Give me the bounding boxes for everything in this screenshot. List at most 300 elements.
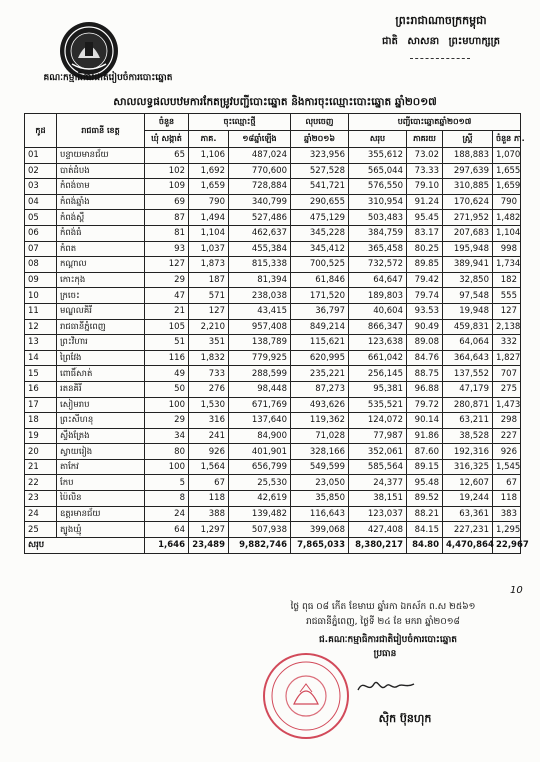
row-reg-new: 779,925 — [229, 350, 291, 366]
kingdom-heading: ព្រះរាជាណាចក្រកម្ពុជា — [395, 14, 487, 27]
row-communes: 102 — [145, 163, 189, 179]
row-stations: 182 — [493, 272, 521, 288]
row-code: 03 — [25, 179, 57, 195]
row-female: 280,871 — [443, 397, 493, 413]
row-female: 38,528 — [443, 428, 493, 444]
table-row — [25, 428, 521, 444]
row-reg-part: 276 — [189, 381, 229, 397]
row-deleted: 345,228 — [291, 225, 349, 241]
row-stations: 790 — [493, 194, 521, 210]
row-code: 04 — [25, 194, 57, 210]
row-reg-new: 98,448 — [229, 381, 291, 397]
row-stations: 1,104 — [493, 225, 521, 241]
row-stations: 227 — [493, 428, 521, 444]
row-reg-new: 487,024 — [229, 148, 291, 164]
row-reg-new: 25,530 — [229, 475, 291, 491]
row-percent: 83.17 — [407, 225, 443, 241]
row-total: 95,381 — [349, 381, 407, 397]
table-row — [25, 459, 521, 475]
row-communes: 105 — [145, 319, 189, 335]
row-stations: 1,473 — [493, 397, 521, 413]
row-female: 271,952 — [443, 210, 493, 226]
row-reg-new: 728,884 — [229, 179, 291, 195]
row-reg-part: 1,106 — [189, 148, 229, 164]
table-row — [25, 335, 521, 351]
col-header-reg-part: ភាគ. — [189, 131, 229, 148]
row-communes: 127 — [145, 257, 189, 273]
row-percent: 96.88 — [407, 381, 443, 397]
row-total: 355,612 — [349, 148, 407, 164]
row-total: 123,638 — [349, 335, 407, 351]
table-total-row — [25, 537, 521, 553]
row-code: 11 — [25, 303, 57, 319]
row-province: ព្រះវិហារ — [57, 335, 145, 351]
row-communes: 24 — [145, 506, 189, 522]
row-female: 316,325 — [443, 459, 493, 475]
row-female: 63,211 — [443, 413, 493, 429]
row-deleted: 620,995 — [291, 350, 349, 366]
row-percent: 84.15 — [407, 522, 443, 538]
row-deleted: 493,626 — [291, 397, 349, 413]
row-percent: 88.75 — [407, 366, 443, 382]
total-label: សរុប — [25, 537, 145, 553]
table-row — [25, 522, 521, 538]
row-reg-new: 81,394 — [229, 272, 291, 288]
row-percent: 79.10 — [407, 179, 443, 195]
signatory-organization: ជ.គណៈកម្មាធិការជាតិរៀបចំការបោះឆ្នោត — [318, 635, 458, 645]
national-motto: ជាតិ សាសនា ព្រះមហាក្សត្រ — [382, 36, 500, 47]
row-reg-new: 139,482 — [229, 506, 291, 522]
row-deleted: 323,956 — [291, 148, 349, 164]
row-deleted: 475,129 — [291, 210, 349, 226]
row-female: 207,683 — [443, 225, 493, 241]
row-province: បាត់ដំបង — [57, 163, 145, 179]
row-total: 732,572 — [349, 257, 407, 273]
signatory-role: ប្រធាន — [373, 649, 397, 659]
row-province: កណ្ដាល — [57, 257, 145, 273]
row-communes: 21 — [145, 303, 189, 319]
row-code: 14 — [25, 350, 57, 366]
row-province: កែប — [57, 475, 145, 491]
col-header-stations: ចំនួន ភា. — [493, 131, 521, 148]
row-female: 47,179 — [443, 381, 493, 397]
row-code: 18 — [25, 413, 57, 429]
row-female: 19,948 — [443, 303, 493, 319]
row-stations: 1,655 — [493, 163, 521, 179]
row-total: 565,044 — [349, 163, 407, 179]
row-code: 23 — [25, 491, 57, 507]
row-percent: 84.76 — [407, 350, 443, 366]
row-code: 25 — [25, 522, 57, 538]
table-row — [25, 475, 521, 491]
row-percent: 87.60 — [407, 444, 443, 460]
row-communes: 116 — [145, 350, 189, 366]
row-stations: 1,734 — [493, 257, 521, 273]
row-code: 01 — [25, 148, 57, 164]
row-communes: 29 — [145, 413, 189, 429]
row-communes: 8 — [145, 491, 189, 507]
col-header-registered: ចុះឈ្មោះថ្មី — [189, 114, 291, 131]
row-percent: 95.48 — [407, 475, 443, 491]
row-reg-new: 815,338 — [229, 257, 291, 273]
row-code: 07 — [25, 241, 57, 257]
row-reg-part: 316 — [189, 413, 229, 429]
row-reg-part: 571 — [189, 288, 229, 304]
row-female: 389,941 — [443, 257, 493, 273]
row-total: 866,347 — [349, 319, 407, 335]
col-header-reg-new: ១៨ឆ្នាំឡើង — [229, 131, 291, 148]
table-row — [25, 381, 521, 397]
row-female: 310,885 — [443, 179, 493, 195]
table-row — [25, 288, 521, 304]
solar-date: រាជធានីភ្នំពេញ, ថ្ងៃទី ២៤ ខែ មករា ឆ្នាំ២០១៨ — [306, 617, 460, 627]
total-percent: 84.80 — [407, 537, 443, 553]
row-province: ពោធិ៍សាត់ — [57, 366, 145, 382]
row-deleted: 171,520 — [291, 288, 349, 304]
row-province: កំពត — [57, 241, 145, 257]
col-header-female: ស្ត្រី — [443, 131, 493, 148]
row-percent: 89.15 — [407, 459, 443, 475]
row-communes: 65 — [145, 148, 189, 164]
row-stations: 1,482 — [493, 210, 521, 226]
table-row — [25, 179, 521, 195]
row-percent: 95.45 — [407, 210, 443, 226]
row-female: 227,231 — [443, 522, 493, 538]
row-code: 08 — [25, 257, 57, 273]
row-communes: 87 — [145, 210, 189, 226]
row-reg-part: 67 — [189, 475, 229, 491]
row-stations: 1,827 — [493, 350, 521, 366]
row-reg-part: 1,037 — [189, 241, 229, 257]
row-code: 09 — [25, 272, 57, 288]
row-reg-part: 1,530 — [189, 397, 229, 413]
row-reg-new: 43,415 — [229, 303, 291, 319]
row-percent: 89.85 — [407, 257, 443, 273]
table-row — [25, 194, 521, 210]
row-province: កំពង់ឆ្នាំង — [57, 194, 145, 210]
row-stations: 298 — [493, 413, 521, 429]
row-reg-part: 1,659 — [189, 179, 229, 195]
row-deleted: 399,068 — [291, 522, 349, 538]
row-percent: 91.24 — [407, 194, 443, 210]
row-reg-part: 926 — [189, 444, 229, 460]
row-reg-part: 388 — [189, 506, 229, 522]
row-reg-new: 770,600 — [229, 163, 291, 179]
table-header-row-1 — [25, 114, 521, 131]
row-reg-part: 1,692 — [189, 163, 229, 179]
row-percent: 79.74 — [407, 288, 443, 304]
signature — [356, 674, 416, 698]
row-reg-part: 1,832 — [189, 350, 229, 366]
table-row — [25, 491, 521, 507]
row-communes: 5 — [145, 475, 189, 491]
row-percent: 73.33 — [407, 163, 443, 179]
row-communes: 93 — [145, 241, 189, 257]
col-header-deleted-sub: ឆ្នាំ២០១៦ — [291, 131, 349, 148]
row-reg-part: 127 — [189, 303, 229, 319]
row-reg-new: 238,038 — [229, 288, 291, 304]
table-row — [25, 225, 521, 241]
signer-name: ស៊ិក ប៊ុនហុក — [378, 712, 432, 725]
row-province: ស្វាយរៀង — [57, 444, 145, 460]
row-total: 661,042 — [349, 350, 407, 366]
row-percent: 79.42 — [407, 272, 443, 288]
row-percent: 93.53 — [407, 303, 443, 319]
row-province: កំពង់ធំ — [57, 225, 145, 241]
row-stations: 332 — [493, 335, 521, 351]
row-code: 05 — [25, 210, 57, 226]
row-female: 459,831 — [443, 319, 493, 335]
row-communes: 29 — [145, 272, 189, 288]
row-communes: 81 — [145, 225, 189, 241]
row-code: 22 — [25, 475, 57, 491]
row-female: 97,548 — [443, 288, 493, 304]
row-total: 427,408 — [349, 522, 407, 538]
row-reg-part: 1,494 — [189, 210, 229, 226]
row-province: ព្រះសីហនុ — [57, 413, 145, 429]
row-reg-new: 401,901 — [229, 444, 291, 460]
row-code: 17 — [25, 397, 57, 413]
row-percent: 90.49 — [407, 319, 443, 335]
row-code: 16 — [25, 381, 57, 397]
row-reg-new: 462,637 — [229, 225, 291, 241]
row-stations: 118 — [493, 491, 521, 507]
total-communes: 1,646 — [145, 537, 189, 553]
row-stations: 1,070 — [493, 148, 521, 164]
row-deleted: 328,166 — [291, 444, 349, 460]
table-row — [25, 303, 521, 319]
row-reg-part: 1,873 — [189, 257, 229, 273]
col-header-code: កូដ — [25, 114, 57, 148]
row-reg-part: 187 — [189, 272, 229, 288]
page-number-mark: 10 — [510, 585, 523, 596]
table-row — [25, 397, 521, 413]
row-province: ឧត្ដរមានជ័យ — [57, 506, 145, 522]
row-female: 12,607 — [443, 475, 493, 491]
row-deleted: 35,850 — [291, 491, 349, 507]
voter-statistics-table — [24, 113, 529, 554]
row-communes: 80 — [145, 444, 189, 460]
total-female: 4,470,864 — [443, 537, 493, 553]
table-row — [25, 272, 521, 288]
row-reg-new: 656,799 — [229, 459, 291, 475]
row-deleted: 36,797 — [291, 303, 349, 319]
row-code: 10 — [25, 288, 57, 304]
motto-divider — [410, 52, 470, 59]
row-total: 384,759 — [349, 225, 407, 241]
row-percent: 88.21 — [407, 506, 443, 522]
row-code: 21 — [25, 459, 57, 475]
row-total: 123,037 — [349, 506, 407, 522]
row-communes: 109 — [145, 179, 189, 195]
table-row — [25, 366, 521, 382]
row-total: 535,521 — [349, 397, 407, 413]
row-female: 297,639 — [443, 163, 493, 179]
row-province: រតនគិរី — [57, 381, 145, 397]
row-female: 19,244 — [443, 491, 493, 507]
table-row — [25, 413, 521, 429]
row-province: រាជធានីភ្នំពេញ — [57, 319, 145, 335]
row-total: 352,061 — [349, 444, 407, 460]
table-row — [25, 257, 521, 273]
row-female: 63,361 — [443, 506, 493, 522]
row-province: មណ្ឌលគិរី — [57, 303, 145, 319]
row-female: 364,643 — [443, 350, 493, 366]
row-communes: 64 — [145, 522, 189, 538]
col-header-percent: ភាគរយ — [407, 131, 443, 148]
row-deleted: 849,214 — [291, 319, 349, 335]
document-title: សាលលទ្ធផលបឋមការកែតម្រូវបញ្ជីបោះឆ្នោត និងការចុះឈ្មោះបោះឆ្នោត ឆ្នាំ២០១៧ — [113, 96, 437, 108]
row-stations: 67 — [493, 475, 521, 491]
row-code: 15 — [25, 366, 57, 382]
row-deleted: 345,412 — [291, 241, 349, 257]
row-female: 188,883 — [443, 148, 493, 164]
organization-name: គណៈកម្មាធិការជាតិរៀបចំការបោះឆ្នោត — [43, 73, 173, 83]
row-percent: 89.08 — [407, 335, 443, 351]
row-percent: 90.14 — [407, 413, 443, 429]
row-stations: 998 — [493, 241, 521, 257]
row-code: 19 — [25, 428, 57, 444]
row-reg-new: 138,789 — [229, 335, 291, 351]
row-total: 24,377 — [349, 475, 407, 491]
row-deleted: 115,621 — [291, 335, 349, 351]
row-reg-part: 790 — [189, 194, 229, 210]
row-total: 189,803 — [349, 288, 407, 304]
row-percent: 79.72 — [407, 397, 443, 413]
row-deleted: 549,599 — [291, 459, 349, 475]
row-province: ក្រចេះ — [57, 288, 145, 304]
row-deleted: 61,846 — [291, 272, 349, 288]
row-stations: 2,138 — [493, 319, 521, 335]
row-code: 06 — [25, 225, 57, 241]
col-header-total: សរុប — [349, 131, 407, 148]
row-province: កោះកុង — [57, 272, 145, 288]
row-stations: 383 — [493, 506, 521, 522]
row-female: 192,316 — [443, 444, 493, 460]
lunar-date: ថ្ងៃ ពុធ ០៨ កើត ខែមាឃ ឆ្នាំរកា ឯកស័ក ព.ស ២៥៦១ — [290, 602, 476, 612]
col-header-communes: ចំនួន — [145, 114, 189, 131]
row-reg-new: 340,799 — [229, 194, 291, 210]
row-reg-part: 1,564 — [189, 459, 229, 475]
row-percent: 80.25 — [407, 241, 443, 257]
row-reg-new: 42,619 — [229, 491, 291, 507]
total-reg-part: 23,489 — [189, 537, 229, 553]
row-reg-new: 455,384 — [229, 241, 291, 257]
row-communes: 100 — [145, 459, 189, 475]
row-reg-part: 2,210 — [189, 319, 229, 335]
row-female: 170,624 — [443, 194, 493, 210]
row-province: ស្ទឹងត្រែង — [57, 428, 145, 444]
table-row — [25, 148, 521, 164]
row-reg-new: 84,900 — [229, 428, 291, 444]
row-female: 137,552 — [443, 366, 493, 382]
row-communes: 51 — [145, 335, 189, 351]
row-stations: 275 — [493, 381, 521, 397]
table-row — [25, 241, 521, 257]
row-reg-part: 351 — [189, 335, 229, 351]
table-row — [25, 444, 521, 460]
total-stations: 22,967 — [493, 537, 521, 553]
row-communes: 34 — [145, 428, 189, 444]
table-row — [25, 319, 521, 335]
row-stations: 707 — [493, 366, 521, 382]
row-total: 256,145 — [349, 366, 407, 382]
row-total: 124,072 — [349, 413, 407, 429]
row-province: បន្ទាយមានជ័យ — [57, 148, 145, 164]
row-province: សៀមរាប — [57, 397, 145, 413]
row-deleted: 71,028 — [291, 428, 349, 444]
row-total: 64,647 — [349, 272, 407, 288]
row-stations: 1,545 — [493, 459, 521, 475]
row-reg-new: 507,938 — [229, 522, 291, 538]
row-reg-part: 241 — [189, 428, 229, 444]
row-communes: 69 — [145, 194, 189, 210]
row-total: 77,987 — [349, 428, 407, 444]
row-reg-new: 671,769 — [229, 397, 291, 413]
row-stations: 1,295 — [493, 522, 521, 538]
col-header-communes-sub: ឃុំ សង្កាត់ — [145, 131, 189, 148]
row-communes: 49 — [145, 366, 189, 382]
row-communes: 50 — [145, 381, 189, 397]
total-deleted: 7,865,033 — [291, 537, 349, 553]
row-communes: 47 — [145, 288, 189, 304]
row-code: 02 — [25, 163, 57, 179]
row-deleted: 235,221 — [291, 366, 349, 382]
row-deleted: 541,721 — [291, 179, 349, 195]
row-deleted: 23,050 — [291, 475, 349, 491]
total-reg-new: 9,882,746 — [229, 537, 291, 553]
row-deleted: 116,643 — [291, 506, 349, 522]
row-reg-part: 1,104 — [189, 225, 229, 241]
row-reg-new: 527,486 — [229, 210, 291, 226]
row-percent: 89.52 — [407, 491, 443, 507]
row-province: កំពង់ស្ពឺ — [57, 210, 145, 226]
table-row — [25, 163, 521, 179]
row-total: 585,564 — [349, 459, 407, 475]
row-reg-new: 137,640 — [229, 413, 291, 429]
total-voters: 8,380,217 — [349, 537, 407, 553]
table-row — [25, 350, 521, 366]
row-province: តាកែវ — [57, 459, 145, 475]
row-province: កំពង់ចាម — [57, 179, 145, 195]
row-deleted: 700,525 — [291, 257, 349, 273]
row-code: 13 — [25, 335, 57, 351]
row-stations: 555 — [493, 288, 521, 304]
row-percent: 91.86 — [407, 428, 443, 444]
row-code: 12 — [25, 319, 57, 335]
row-province: ព្រៃវែង — [57, 350, 145, 366]
row-code: 24 — [25, 506, 57, 522]
row-stations: 926 — [493, 444, 521, 460]
row-reg-part: 118 — [189, 491, 229, 507]
row-province: ប៉ៃលិន — [57, 491, 145, 507]
row-total: 310,954 — [349, 194, 407, 210]
row-female: 32,850 — [443, 272, 493, 288]
row-province: ត្បូងឃ្មុំ — [57, 522, 145, 538]
col-header-deleted: លុបចេញ — [291, 114, 349, 131]
row-percent: 73.02 — [407, 148, 443, 164]
row-total: 40,604 — [349, 303, 407, 319]
table-row — [25, 210, 521, 226]
col-header-voterlist: បញ្ជីបោះឆ្នោតឆ្នាំ២០១៧ — [349, 114, 521, 131]
row-total: 38,151 — [349, 491, 407, 507]
row-deleted: 527,528 — [291, 163, 349, 179]
row-total: 576,550 — [349, 179, 407, 195]
row-total: 503,483 — [349, 210, 407, 226]
row-stations: 127 — [493, 303, 521, 319]
row-reg-part: 733 — [189, 366, 229, 382]
row-reg-part: 1,297 — [189, 522, 229, 538]
